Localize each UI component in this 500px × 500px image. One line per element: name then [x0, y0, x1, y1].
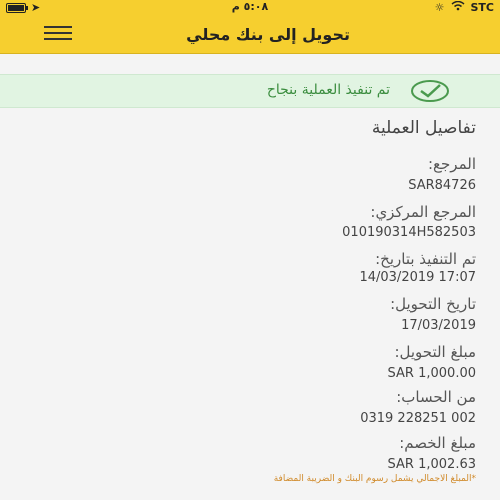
wifi-icon [451, 1, 465, 14]
transfer-date-label: تاريخ التحويل: [390, 295, 476, 313]
transfer-amount-label: مبلغ التحويل: [394, 343, 476, 361]
debit-amount-label: مبلغ الخصم: [399, 434, 476, 452]
reference-value: SAR84726 [408, 178, 476, 193]
status-time: ٥:٠٨ م [231, 0, 269, 13]
from-account-value: 0319 228251 002 [360, 411, 476, 426]
transfer-date-value: 17/03/2019 [401, 318, 476, 333]
reference-label: المرجع: [428, 155, 476, 173]
hamburger-menu-icon[interactable] [44, 26, 72, 42]
nav-bar [0, 15, 500, 54]
status-right [435, 1, 494, 14]
brightness-icon: ☼ [434, 1, 445, 14]
central-reference-value: 010190314H582503 [342, 225, 476, 240]
section-title: تفاصيل العملية [371, 118, 476, 138]
fee-note: *المبلغ الاجمالي يشمل رسوم البنك و الضريبة المضافة [273, 474, 476, 484]
central-reference-label: المرجع المركزي: [370, 203, 476, 221]
page-title: تحويل إلى بنك محلي [186, 25, 350, 44]
executed-at-value: 14/03/2019 17:07 [359, 270, 476, 285]
debit-amount-value: SAR 1,002.63 [387, 457, 476, 472]
executed-at-label: تم التنفيذ بتاريخ: [375, 250, 476, 268]
from-account-label: من الحساب: [396, 388, 476, 406]
check-circle-icon [410, 79, 450, 103]
location-arrow-icon: ➤ [31, 1, 41, 14]
transfer-amount-value: SAR 1,000.00 [387, 366, 476, 381]
status-bar [0, 0, 500, 15]
success-message: تم تنفيذ العملية بنجاح [266, 82, 390, 98]
carrier-name: STC [470, 1, 494, 14]
success-alert [0, 74, 500, 108]
